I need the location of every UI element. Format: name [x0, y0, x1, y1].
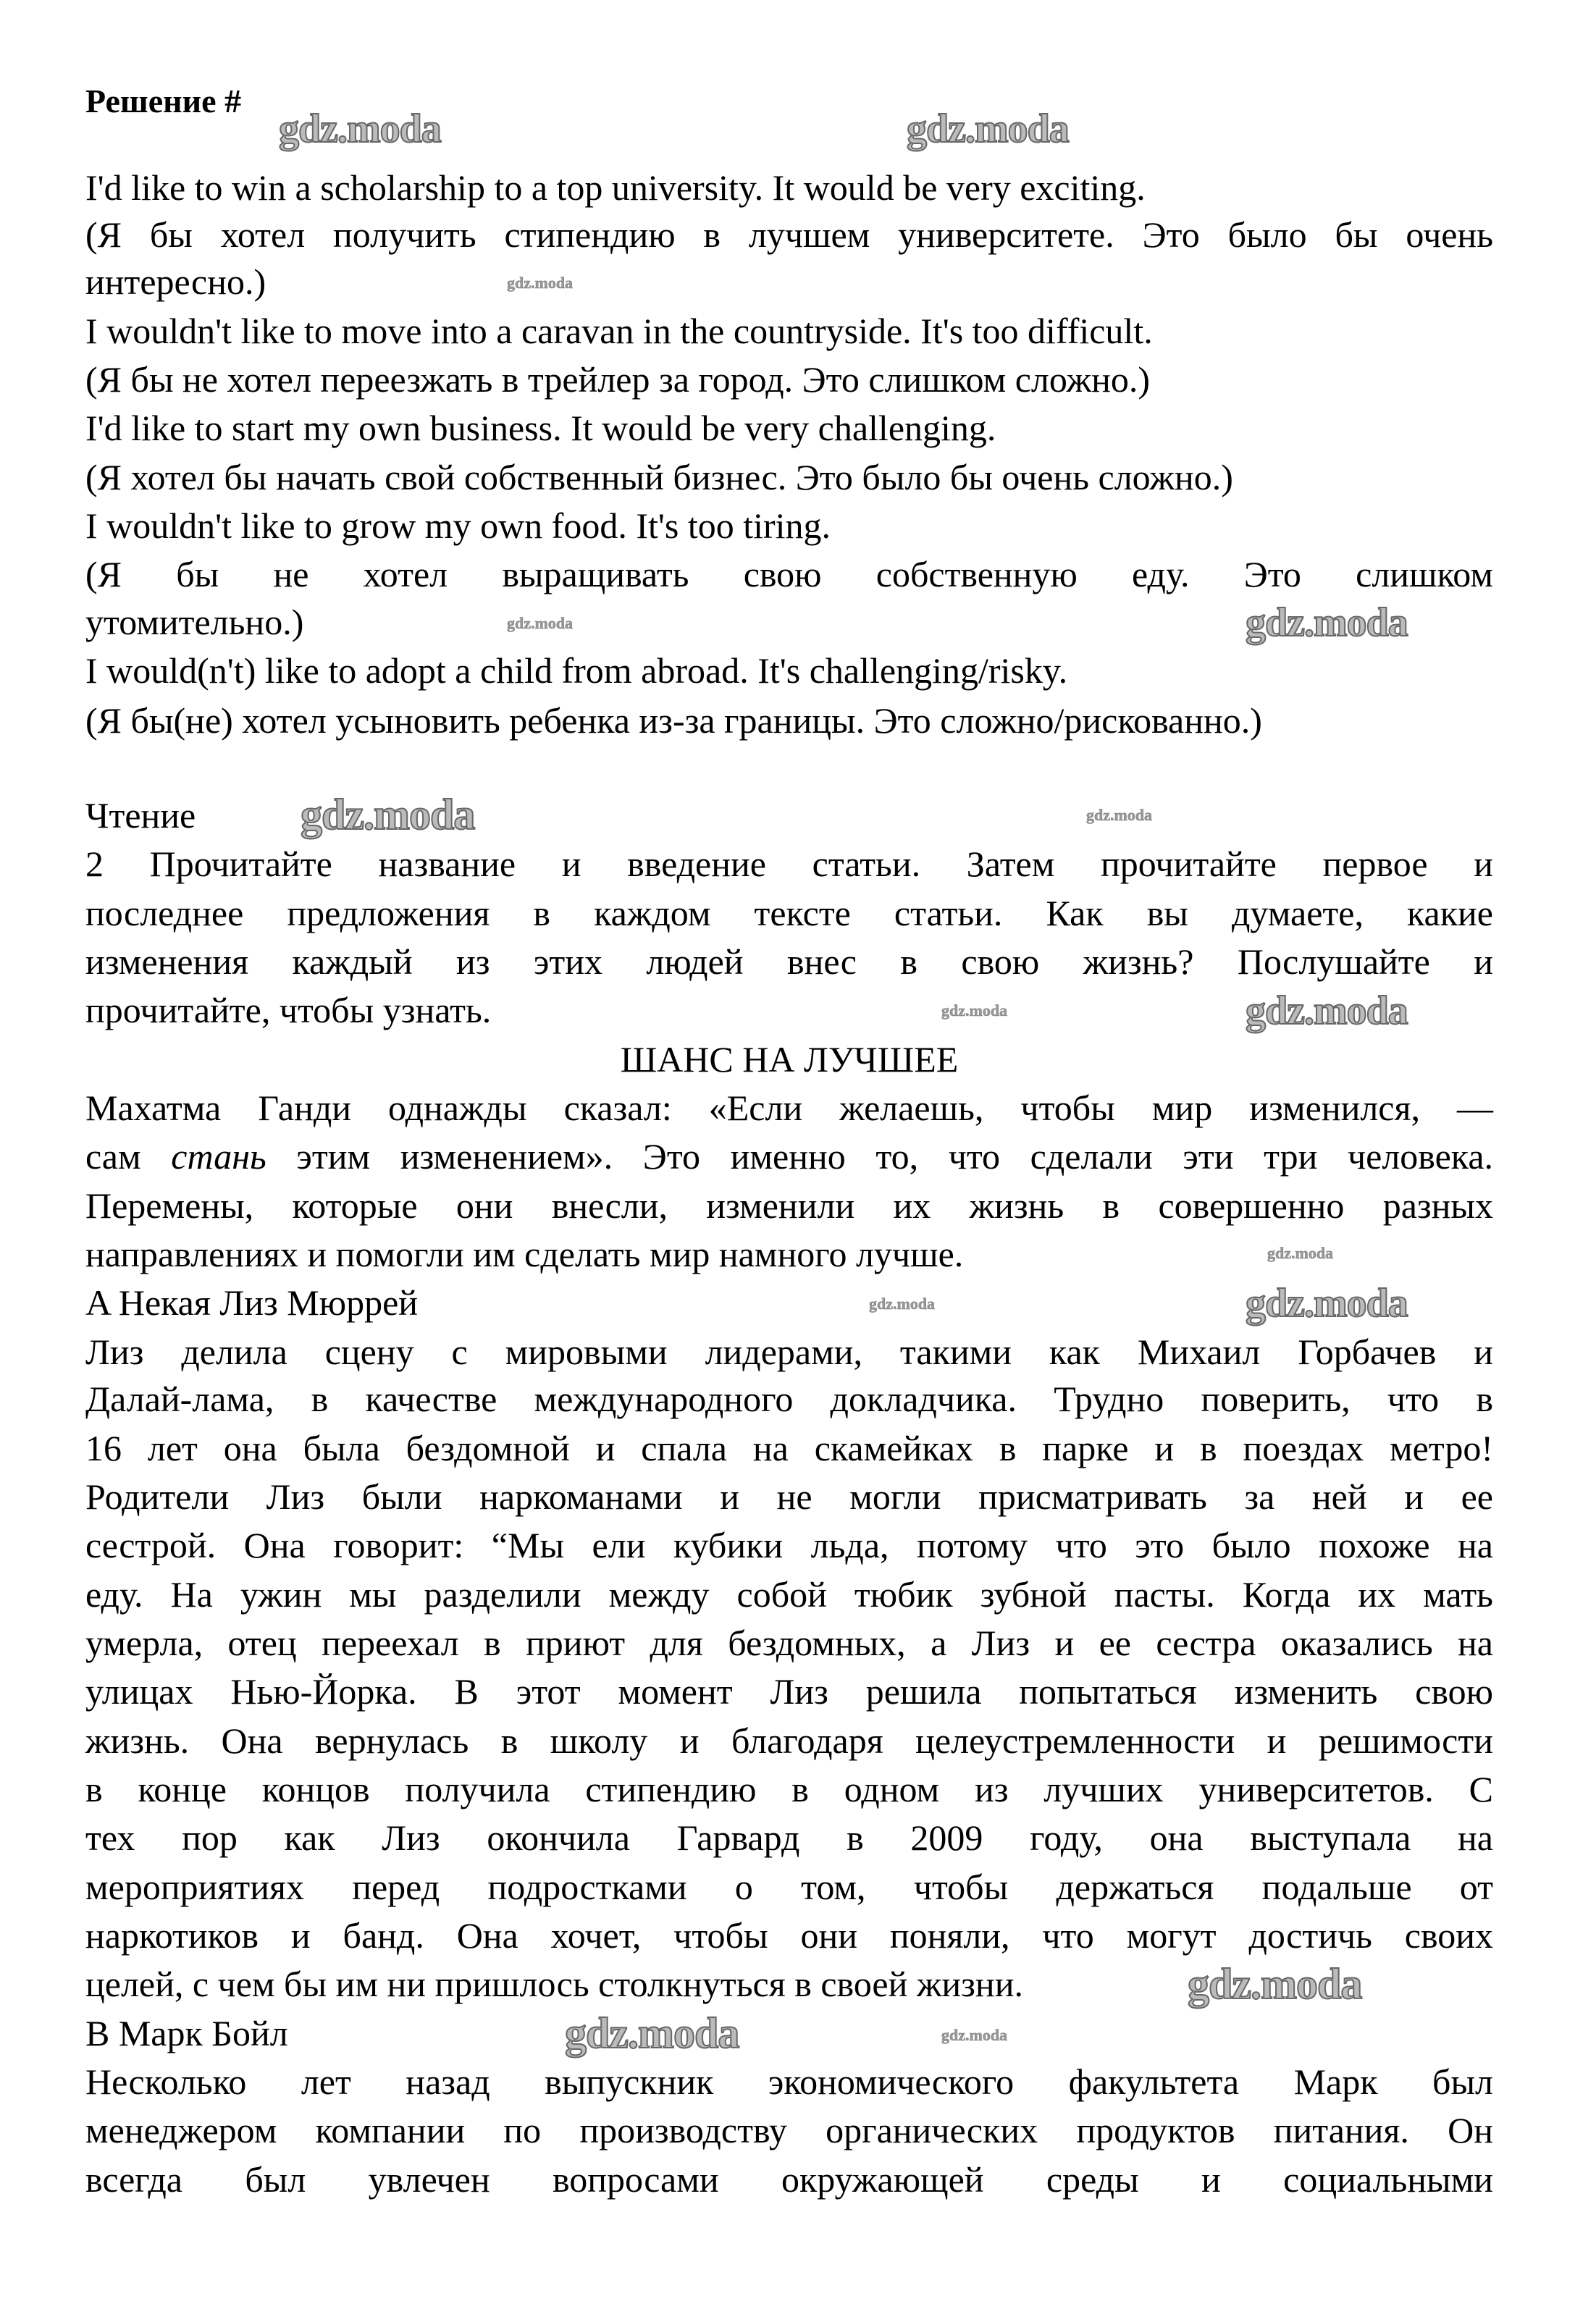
text-line: I would(n't) like to adopt a child from abroad. It's challenging/risky.	[85, 650, 1068, 691]
watermark: gdz.moda	[301, 791, 475, 838]
text-line: I'd like to start my own business. It would be very challenging.	[85, 408, 996, 448]
subheading-b: B Марк Бойл	[85, 2013, 288, 2053]
text-line: Лиз делила сцену с мировыми лидерами, такими как Михаил Горбачев и	[85, 1332, 1493, 1372]
watermark: gdz.moda	[279, 106, 441, 151]
text-line: Далай-лама, в качестве международного докладчика. Трудно поверить, что в	[85, 1379, 1493, 1419]
text-line: (Я хотел бы начать свой собственный бизнес. Это было бы очень сложно.)	[85, 457, 1233, 497]
text-line: прочитайте, чтобы узнать.	[85, 990, 492, 1030]
text-line: последнее предложения в каждом тексте статьи. Как вы думаете, какие	[85, 893, 1493, 933]
article-title: ШАНС НА ЛУЧШЕЕ	[620, 1039, 959, 1080]
text-line: целей, с чем бы им ни пришлось столкнуться в своей жизни.	[85, 1964, 1023, 2004]
text-line: Махатма Ганди однажды сказал: «Если желаешь, чтобы мир изменился, —	[85, 1088, 1493, 1128]
watermark: gdz.moda	[1246, 1281, 1408, 1326]
watermark: gdz.moda	[1246, 600, 1408, 645]
watermark: gdz.moda	[507, 274, 574, 292]
watermark: gdz.moda	[907, 106, 1069, 151]
watermark: gdz.moda	[869, 1295, 936, 1313]
text-line: утомительно.)	[85, 602, 304, 642]
watermark: gdz.moda	[565, 2009, 739, 2057]
text-line: 16 лет она была бездомной и спала на скамейках в парке и в поездах метро!	[85, 1428, 1493, 1468]
text-line: направлениях и помогли им сделать мир намного лучше.	[85, 1234, 964, 1274]
text-line: (Я бы(не) хотел усыновить ребенка из-за границы. Это сложно/рискованно.)	[85, 700, 1262, 741]
text-line: наркотиков и банд. Она хочет, чтобы они поняли, что могут достичь своих	[85, 1915, 1493, 1956]
text-line: менеджером компании по производству органических продуктов питания. Он	[85, 2110, 1493, 2150]
italic-word: стань	[171, 1136, 266, 1177]
text-line: Перемены, которые они внесли, изменили их жизнь в совершенно разных	[85, 1185, 1493, 1226]
solution-heading: Решение #	[85, 83, 242, 119]
text-line: изменения каждый из этих людей внес в свою жизнь? Послушайте и	[85, 941, 1493, 982]
text-line: Несколько лет назад выпускник экономического факультета Марк был	[85, 2061, 1493, 2102]
watermark: gdz.moda	[1086, 806, 1153, 824]
text-line: (Я бы не хотел выращивать свою собственную еду. Это слишком	[85, 554, 1493, 594]
text-line: сестрой. Она говорит: “Мы ели кубики льда, потому что это было похоже на	[85, 1525, 1493, 1565]
text-line: тех пор как Лиз окончила Гарвард в 2009 году, она выступала на	[85, 1817, 1493, 1858]
text-line: улицах Нью-Йорка. В этот момент Лиз решила попытаться изменить свою	[85, 1671, 1493, 1712]
text-line: жизнь. Она вернулась в школу и благодаря целеустремленности и решимости	[85, 1720, 1493, 1761]
text-line: (Я бы хотел получить стипендию в лучшем университете. Это было бы очень	[85, 214, 1493, 255]
text-line: 2 Прочитайте название и введение статьи. Затем прочитайте первое и	[85, 844, 1493, 884]
watermark: gdz.moda	[1246, 988, 1408, 1033]
text-line: интересно.)	[85, 261, 266, 302]
watermark: gdz.moda	[1267, 1244, 1334, 1262]
text-line: (Я бы не хотел переезжать в трейлер за город. Это слишком сложно.)	[85, 359, 1151, 400]
text-line: I'd like to win a scholarship to a top university. It would be very exciting.	[85, 167, 1146, 208]
watermark: gdz.moda	[941, 2026, 1008, 2044]
watermark: gdz.moda	[507, 614, 574, 632]
subheading-a: A Некая Лиз Мюррей	[85, 1282, 419, 1323]
watermark: gdz.moda	[1188, 1960, 1362, 2008]
text-line: еду. На ужин мы разделили между собой тюбик зубной пасты. Когда их мать	[85, 1574, 1493, 1615]
text-line: мероприятиях перед подростками о том, чтобы держаться подальше от	[85, 1867, 1493, 1907]
text-line: I wouldn't like to move into a caravan in the countryside. It's too difficult.	[85, 311, 1153, 351]
watermark: gdz.moda	[941, 1001, 1008, 1019]
section-title-reading: Чтение	[85, 795, 196, 836]
text-line: умерла, отец переехал в приют для бездомных, а Лиз и ее сестра оказались на	[85, 1623, 1493, 1663]
text-line: Родители Лиз были наркоманами и не могли присматривать за ней и ее	[85, 1476, 1493, 1517]
text-line	[85, 1133, 1493, 1179]
text-line: в конце концов получила стипендию в одном из лучших университетов. С	[85, 1769, 1493, 1809]
text-part: этим изменением». Это именно то, что сделали эти три человека.	[266, 1136, 1494, 1177]
text-line: I wouldn't like to grow my own food. It's too tiring.	[85, 505, 831, 546]
text-line: всегда был увлечен вопросами окружающей среды и социальными	[85, 2159, 1493, 2200]
text-part: сам	[85, 1136, 172, 1177]
